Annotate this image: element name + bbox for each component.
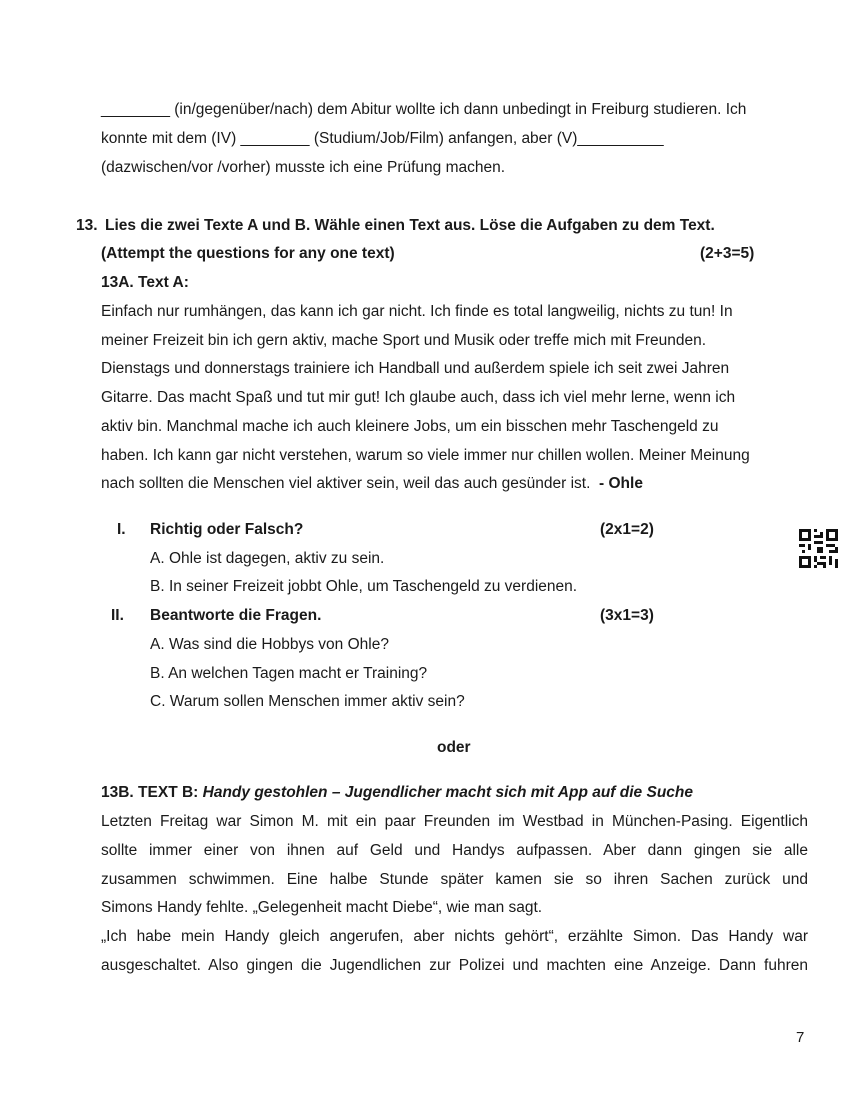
part-2-item: B. An welchen Tagen macht er Training? bbox=[150, 665, 428, 682]
part-2-item: A. Was sind die Hobbys von Ohle? bbox=[150, 636, 389, 653]
text-b-label: 13B. TEXT B: bbox=[101, 784, 199, 801]
text-a-line: Dienstags und donnerstags trainiere ich Handball und außerdem spiele ich seit zwei Jahren bbox=[101, 360, 730, 377]
text-b-line: zusammen schwimmen. Eine halbe Stunde später kamen sie so ihren Sachen zurück und bbox=[101, 871, 808, 888]
text-b-line: Letzten Freitag war Simon M. mit ein paar Freunden im Westbad in München-Pasing. Eigentlich bbox=[101, 813, 808, 830]
or-separator: oder bbox=[437, 739, 471, 756]
question-number: 13. bbox=[76, 217, 98, 234]
text-a-heading: 13A. Text A: bbox=[101, 274, 189, 291]
question-marks: (2+3=5) bbox=[700, 245, 755, 262]
text-b-line: Simons Handy fehlte. „Gelegenheit macht Diebe“, wie man sagt. bbox=[101, 899, 543, 916]
qr-code-icon bbox=[799, 529, 838, 568]
text-b-line: sollte immer einer von ihnen auf Geld und Handys aufpassen. Aber dann gingen sie alle bbox=[101, 842, 808, 859]
intro-line-2: konnte mit dem (IV) ________ (Studium/Job/Film) anfangen, aber (V)__________ bbox=[101, 130, 664, 147]
part-1-item: B. In seiner Freizeit jobbt Ohle, um Taschengeld zu verdienen. bbox=[150, 578, 578, 595]
part-2-marks: (3x1=3) bbox=[600, 607, 654, 624]
text-a-line: Gitarre. Das macht Spaß und tut mir gut! Ich glaube auch, dass ich viel mehr lerne, wenn ich bbox=[101, 389, 736, 406]
text-a-line-last bbox=[101, 474, 643, 494]
part-1-marks: (2x1=2) bbox=[600, 521, 654, 538]
text-b-line: „Ich habe mein Handy gleich angerufen, aber nichts gehört“, erzählte Simon. Das Handy war bbox=[101, 928, 808, 945]
text-b-heading bbox=[101, 783, 693, 803]
intro-line-3: (dazwischen/vor /vorher) musste ich eine Prüfung machen. bbox=[101, 159, 506, 176]
text-a-line: aktiv bin. Manchmal mache ich auch kleinere Jobs, um ein bisschen mehr Taschengeld zu bbox=[101, 418, 719, 435]
text-a-author: - Ohle bbox=[599, 475, 643, 492]
part-2-item: C. Warum sollen Menschen immer aktiv sein? bbox=[150, 693, 465, 710]
part-1-item: A. Ohle ist dagegen, aktiv zu sein. bbox=[150, 550, 385, 567]
text-a-line: haben. Ich kann gar nicht verstehen, warum so viele immer nur chillen wollen. Meiner Meinung bbox=[101, 447, 750, 464]
text-b-title: Handy gestohlen – Jugendlicher macht sich mit App auf die Suche bbox=[202, 784, 693, 801]
attempt-note: (Attempt the questions for any one text) bbox=[101, 245, 395, 262]
page-number: 7 bbox=[796, 1029, 805, 1046]
text-b-line: ausgeschaltet. Also gingen die Jugendlichen zur Polizei und machten eine Anzeige. Dann fuhren bbox=[101, 957, 808, 974]
part-2-numeral: II. bbox=[111, 607, 124, 624]
text-a-line: meiner Freizeit bin ich gern aktiv, mache Sport und Musik oder treffe mich mit Freunden. bbox=[101, 332, 707, 349]
part-1-numeral: I. bbox=[117, 521, 126, 538]
question-instruction: Lies die zwei Texte A und B. Wähle einen Text aus. Löse die Aufgaben zu dem Text. bbox=[105, 217, 715, 234]
text-a-line-text: nach sollten die Menschen viel aktiver sein, weil das auch gesünder ist. bbox=[101, 475, 591, 492]
intro-line-1: ________ (in/gegenüber/nach) dem Abitur wollte ich dann unbedingt in Freiburg studieren. Ich bbox=[101, 101, 747, 118]
part-2-title: Beantworte die Fragen. bbox=[150, 607, 322, 624]
part-1-title: Richtig oder Falsch? bbox=[150, 521, 304, 538]
text-a-line: Einfach nur rumhängen, das kann ich gar nicht. Ich finde es total langweilig, nichts zu tun! In bbox=[101, 303, 733, 320]
